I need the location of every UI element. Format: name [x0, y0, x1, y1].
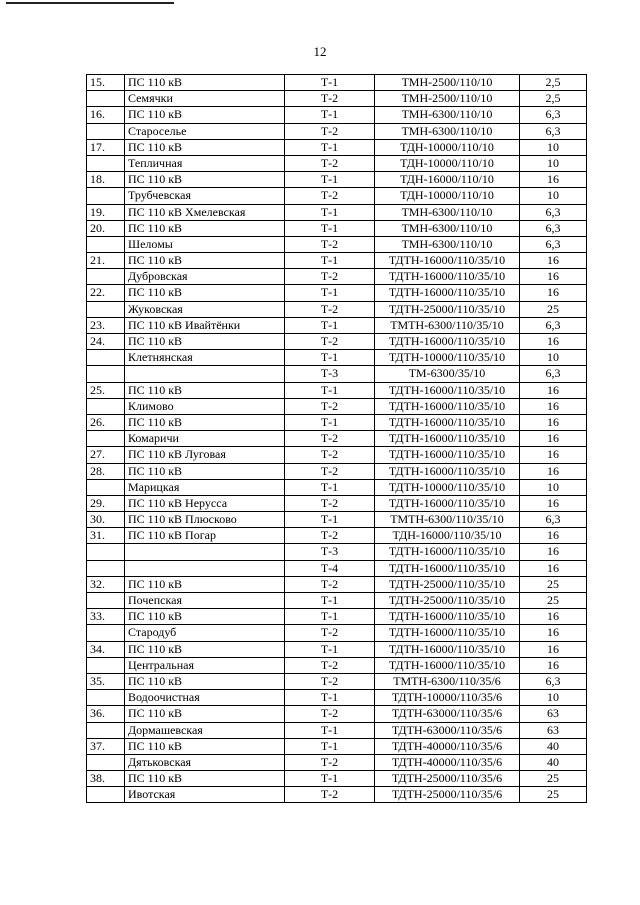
transformer-id-cell: Т-2	[285, 706, 375, 722]
substation-name-cell: ПС 110 кВ	[125, 414, 285, 430]
row-number-cell: 29.	[87, 495, 125, 511]
table-row	[87, 657, 587, 673]
substation-name-cell: Марицкая	[125, 479, 285, 495]
substation-name-cell: ПС 110 кВ	[125, 75, 285, 91]
rated-power-cell: 6,3	[520, 220, 587, 236]
substation-name-cell: ПС 110 кВ	[125, 285, 285, 301]
row-number-cell	[87, 188, 125, 204]
rated-power-cell: 40	[520, 754, 587, 770]
substation-name-cell: ПС 110 кВ Погар	[125, 528, 285, 544]
transformer-type-cell: ТДТН-16000/110/35/10	[375, 560, 520, 576]
table-row	[87, 188, 587, 204]
rated-power-cell: 40	[520, 738, 587, 754]
row-number-cell	[87, 787, 125, 803]
rated-power-cell: 16	[520, 609, 587, 625]
row-number-cell: 36.	[87, 706, 125, 722]
transformer-type-cell: ТДТН-25000/110/35/6	[375, 787, 520, 803]
transformer-type-cell: ТМН-6300/110/10	[375, 107, 520, 123]
transformer-id-cell: Т-2	[285, 528, 375, 544]
table-body	[87, 75, 587, 803]
transformer-id-cell: Т-2	[285, 123, 375, 139]
substation-name-cell	[125, 560, 285, 576]
substation-name-cell: Шеломы	[125, 236, 285, 252]
row-number-cell: 23.	[87, 317, 125, 333]
substation-name-cell: ПС 110 кВ Ивайтёнки	[125, 317, 285, 333]
rated-power-cell: 16	[520, 544, 587, 560]
transformer-type-cell: ТМТН-6300/110/35/10	[375, 317, 520, 333]
table-row	[87, 414, 587, 430]
substation-name-cell: ПС 110 кВ	[125, 139, 285, 155]
transformer-type-cell: ТМН-2500/110/10	[375, 91, 520, 107]
transformer-id-cell: Т-1	[285, 593, 375, 609]
table-row	[87, 398, 587, 414]
table-row	[87, 512, 587, 528]
row-number-cell	[87, 236, 125, 252]
row-number-cell	[87, 269, 125, 285]
transformer-id-cell: Т-2	[285, 787, 375, 803]
table-row	[87, 787, 587, 803]
table-row	[87, 479, 587, 495]
transformer-id-cell: Т-1	[285, 317, 375, 333]
rated-power-cell: 16	[520, 560, 587, 576]
transformer-id-cell: Т-1	[285, 350, 375, 366]
rated-power-cell: 6,3	[520, 107, 587, 123]
rated-power-cell: 10	[520, 155, 587, 171]
substation-name-cell: Водоочистная	[125, 690, 285, 706]
rated-power-cell: 10	[520, 479, 587, 495]
transformer-id-cell: Т-2	[285, 269, 375, 285]
rated-power-cell: 16	[520, 625, 587, 641]
transformer-id-cell: Т-1	[285, 220, 375, 236]
transformer-type-cell: ТМН-6300/110/10	[375, 204, 520, 220]
substation-name-cell: ПС 110 кВ	[125, 172, 285, 188]
row-number-cell	[87, 350, 125, 366]
table-row	[87, 382, 587, 398]
transformer-type-cell: ТМ-6300/35/10	[375, 366, 520, 382]
substation-transformer-table	[86, 74, 587, 803]
table-row	[87, 463, 587, 479]
table-row	[87, 754, 587, 770]
page-number: 12	[313, 44, 327, 59]
rated-power-cell: 6,3	[520, 204, 587, 220]
transformer-type-cell: ТМТН-6300/110/35/6	[375, 673, 520, 689]
rated-power-cell: 6,3	[520, 512, 587, 528]
rated-power-cell: 6,3	[520, 236, 587, 252]
table-row	[87, 107, 587, 123]
transformer-id-cell: Т-2	[285, 576, 375, 592]
top-rule	[6, 2, 174, 4]
row-number-cell: 38.	[87, 771, 125, 787]
transformer-type-cell: ТДТН-63000/110/35/6	[375, 706, 520, 722]
row-number-cell: 25.	[87, 382, 125, 398]
row-number-cell: 32.	[87, 576, 125, 592]
transformer-id-cell: Т-3	[285, 366, 375, 382]
transformer-id-cell: Т-1	[285, 738, 375, 754]
row-number-cell: 19.	[87, 204, 125, 220]
substation-name-cell: ПС 110 кВ	[125, 771, 285, 787]
table-row	[87, 123, 587, 139]
rated-power-cell: 16	[520, 269, 587, 285]
rated-power-cell: 10	[520, 690, 587, 706]
table-row	[87, 641, 587, 657]
transformer-type-cell: ТДТН-63000/110/35/6	[375, 722, 520, 738]
transformer-id-cell: Т-1	[285, 253, 375, 269]
transformer-id-cell: Т-1	[285, 285, 375, 301]
substation-name-cell: Стародуб	[125, 625, 285, 641]
row-number-cell: 21.	[87, 253, 125, 269]
table-row	[87, 544, 587, 560]
substation-name-cell: Семячки	[125, 91, 285, 107]
transformer-id-cell: Т-2	[285, 91, 375, 107]
transformer-type-cell: ТДТН-10000/110/35/10	[375, 350, 520, 366]
rated-power-cell: 16	[520, 334, 587, 350]
substation-name-cell: Клетнянская	[125, 350, 285, 366]
table-row	[87, 706, 587, 722]
table-row	[87, 350, 587, 366]
row-number-cell: 17.	[87, 139, 125, 155]
rated-power-cell: 16	[520, 641, 587, 657]
substation-name-cell: ПС 110 кВ Плюсково	[125, 512, 285, 528]
transformer-type-cell: ТДТН-16000/110/35/10	[375, 544, 520, 560]
transformer-type-cell: ТДТН-16000/110/35/10	[375, 609, 520, 625]
rated-power-cell: 16	[520, 253, 587, 269]
transformer-id-cell: Т-2	[285, 398, 375, 414]
rated-power-cell: 10	[520, 139, 587, 155]
transformer-id-cell: Т-1	[285, 641, 375, 657]
substation-name-cell: ПС 110 кВ	[125, 253, 285, 269]
rated-power-cell: 16	[520, 431, 587, 447]
table-row	[87, 172, 587, 188]
transformer-type-cell: ТДТН-25000/110/35/10	[375, 301, 520, 317]
transformer-id-cell: Т-1	[285, 382, 375, 398]
table-row	[87, 285, 587, 301]
transformer-type-cell: ТДТН-10000/110/35/6	[375, 690, 520, 706]
substation-name-cell: Трубчевская	[125, 188, 285, 204]
row-number-cell	[87, 593, 125, 609]
substation-name-cell: ПС 110 кВ Нерусса	[125, 495, 285, 511]
transformer-id-cell: Т-2	[285, 301, 375, 317]
substation-name-cell: Комаричи	[125, 431, 285, 447]
table-row	[87, 771, 587, 787]
substation-name-cell: ПС 110 кВ	[125, 641, 285, 657]
row-number-cell	[87, 690, 125, 706]
transformer-type-cell: ТДН-16000/110/10	[375, 172, 520, 188]
row-number-cell: 33.	[87, 609, 125, 625]
table-row	[87, 91, 587, 107]
row-number-cell: 28.	[87, 463, 125, 479]
table-row	[87, 722, 587, 738]
transformer-type-cell: ТДН-10000/110/10	[375, 188, 520, 204]
rated-power-cell: 16	[520, 463, 587, 479]
row-number-cell: 24.	[87, 334, 125, 350]
rated-power-cell: 25	[520, 771, 587, 787]
rated-power-cell: 2,5	[520, 75, 587, 91]
substation-name-cell: ПС 110 кВ	[125, 463, 285, 479]
transformer-id-cell: Т-1	[285, 107, 375, 123]
row-number-cell: 30.	[87, 512, 125, 528]
table-row	[87, 625, 587, 641]
substation-name-cell: Дубровская	[125, 269, 285, 285]
substation-name-cell: ПС 110 кВ	[125, 334, 285, 350]
rated-power-cell: 16	[520, 398, 587, 414]
transformer-type-cell: ТДТН-16000/110/35/10	[375, 269, 520, 285]
rated-power-cell: 2,5	[520, 91, 587, 107]
transformer-id-cell: Т-1	[285, 771, 375, 787]
substation-name-cell	[125, 544, 285, 560]
row-number-cell	[87, 754, 125, 770]
transformer-type-cell: ТДТН-40000/110/35/6	[375, 754, 520, 770]
rated-power-cell: 10	[520, 188, 587, 204]
row-number-cell	[87, 479, 125, 495]
table-row	[87, 690, 587, 706]
transformer-id-cell: Т-2	[285, 155, 375, 171]
substation-name-cell: Центральная	[125, 657, 285, 673]
row-number-cell	[87, 544, 125, 560]
transformer-type-cell: ТДТН-16000/110/35/10	[375, 382, 520, 398]
row-number-cell: 31.	[87, 528, 125, 544]
rated-power-cell: 16	[520, 447, 587, 463]
row-number-cell	[87, 722, 125, 738]
substation-name-cell: ПС 110 кВ	[125, 673, 285, 689]
rated-power-cell: 16	[520, 495, 587, 511]
row-number-cell: 18.	[87, 172, 125, 188]
transformer-type-cell: ТДТН-10000/110/35/10	[375, 479, 520, 495]
row-number-cell: 22.	[87, 285, 125, 301]
table-row	[87, 75, 587, 91]
substation-name-cell: Почепская	[125, 593, 285, 609]
transformer-id-cell: Т-1	[285, 512, 375, 528]
transformer-type-cell: ТМН-6300/110/10	[375, 236, 520, 252]
rated-power-cell: 16	[520, 414, 587, 430]
row-number-cell	[87, 625, 125, 641]
substation-name-cell: ПС 110 кВ	[125, 220, 285, 236]
table-row	[87, 560, 587, 576]
substation-name-cell: ПС 110 кВ	[125, 576, 285, 592]
row-number-cell	[87, 155, 125, 171]
substation-name-cell	[125, 366, 285, 382]
substation-name-cell: Тепличная	[125, 155, 285, 171]
rated-power-cell: 16	[520, 285, 587, 301]
substation-name-cell: ПС 110 кВ	[125, 107, 285, 123]
transformer-id-cell: Т-2	[285, 236, 375, 252]
substation-name-cell: Дормашевская	[125, 722, 285, 738]
transformer-id-cell: Т-2	[285, 657, 375, 673]
rated-power-cell: 6,3	[520, 317, 587, 333]
row-number-cell: 27.	[87, 447, 125, 463]
transformer-type-cell: ТДТН-16000/110/35/10	[375, 334, 520, 350]
transformer-type-cell: ТДТН-16000/110/35/10	[375, 495, 520, 511]
rated-power-cell: 63	[520, 706, 587, 722]
transformer-type-cell: ТДТН-25000/110/35/10	[375, 593, 520, 609]
row-number-cell: 35.	[87, 673, 125, 689]
substation-name-cell: ПС 110 кВ Луговая	[125, 447, 285, 463]
rated-power-cell: 16	[520, 172, 587, 188]
substation-name-cell: Жуковская	[125, 301, 285, 317]
transformer-type-cell: ТДН-16000/110/35/10	[375, 528, 520, 544]
table-row	[87, 738, 587, 754]
transformer-id-cell: Т-1	[285, 204, 375, 220]
transformer-id-cell: Т-2	[285, 334, 375, 350]
transformer-type-cell: ТМН-6300/110/10	[375, 123, 520, 139]
transformer-id-cell: Т-2	[285, 447, 375, 463]
transformer-type-cell: ТДТН-16000/110/35/10	[375, 463, 520, 479]
transformer-id-cell: Т-2	[285, 625, 375, 641]
rated-power-cell: 25	[520, 301, 587, 317]
transformer-id-cell: Т-1	[285, 479, 375, 495]
row-number-cell	[87, 91, 125, 107]
substation-name-cell: Дятьковская	[125, 754, 285, 770]
substation-name-cell: Ивотская	[125, 787, 285, 803]
transformer-id-cell: Т-2	[285, 673, 375, 689]
transformer-type-cell: ТДТН-16000/110/35/10	[375, 431, 520, 447]
table-row	[87, 253, 587, 269]
transformer-type-cell: ТДТН-25000/110/35/10	[375, 576, 520, 592]
row-number-cell: 37.	[87, 738, 125, 754]
row-number-cell	[87, 366, 125, 382]
table-row	[87, 334, 587, 350]
table-row	[87, 204, 587, 220]
substation-name-cell: ПС 110 кВ	[125, 382, 285, 398]
rated-power-cell: 6,3	[520, 673, 587, 689]
transformer-type-cell: ТДТН-16000/110/35/10	[375, 447, 520, 463]
table-row	[87, 528, 587, 544]
row-number-cell: 16.	[87, 107, 125, 123]
transformer-type-cell: ТДТН-40000/110/35/6	[375, 738, 520, 754]
table-row	[87, 317, 587, 333]
transformer-type-cell: ТМН-2500/110/10	[375, 75, 520, 91]
transformer-id-cell: Т-2	[285, 754, 375, 770]
substation-name-cell: ПС 110 кВ	[125, 738, 285, 754]
table-row	[87, 366, 587, 382]
table-row	[87, 593, 587, 609]
table-row	[87, 269, 587, 285]
transformer-id-cell: Т-1	[285, 609, 375, 625]
rated-power-cell: 6,3	[520, 366, 587, 382]
transformer-type-cell: ТДН-10000/110/10	[375, 155, 520, 171]
substation-name-cell: ПС 110 кВ Хмелевская	[125, 204, 285, 220]
transformer-type-cell: ТДТН-16000/110/35/10	[375, 641, 520, 657]
transformer-type-cell: ТДТН-16000/110/35/10	[375, 414, 520, 430]
rated-power-cell: 10	[520, 350, 587, 366]
rated-power-cell: 16	[520, 382, 587, 398]
row-number-cell	[87, 398, 125, 414]
transformer-id-cell: Т-2	[285, 495, 375, 511]
row-number-cell	[87, 431, 125, 447]
transformer-type-cell: ТДТН-16000/110/35/10	[375, 253, 520, 269]
table-row	[87, 155, 587, 171]
transformer-type-cell: ТМТН-6300/110/35/10	[375, 512, 520, 528]
rated-power-cell: 6,3	[520, 123, 587, 139]
transformer-type-cell: ТДТН-25000/110/35/6	[375, 771, 520, 787]
transformer-id-cell: Т-1	[285, 139, 375, 155]
transformer-type-cell: ТДТН-16000/110/35/10	[375, 398, 520, 414]
transformer-type-cell: ТМН-6300/110/10	[375, 220, 520, 236]
table-row	[87, 495, 587, 511]
transformer-type-cell: ТДТН-16000/110/35/10	[375, 285, 520, 301]
row-number-cell	[87, 560, 125, 576]
table-row	[87, 431, 587, 447]
transformer-id-cell: Т-3	[285, 544, 375, 560]
transformer-id-cell: Т-4	[285, 560, 375, 576]
substation-name-cell: Климово	[125, 398, 285, 414]
rated-power-cell: 25	[520, 576, 587, 592]
transformer-id-cell: Т-2	[285, 463, 375, 479]
row-number-cell: 15.	[87, 75, 125, 91]
row-number-cell: 34.	[87, 641, 125, 657]
transformer-id-cell: Т-1	[285, 414, 375, 430]
transformer-id-cell: Т-1	[285, 722, 375, 738]
row-number-cell	[87, 657, 125, 673]
rated-power-cell: 63	[520, 722, 587, 738]
row-number-cell: 26.	[87, 414, 125, 430]
row-number-cell	[87, 301, 125, 317]
transformer-id-cell: Т-2	[285, 188, 375, 204]
rated-power-cell: 25	[520, 593, 587, 609]
table-row	[87, 609, 587, 625]
substation-name-cell: ПС 110 кВ	[125, 706, 285, 722]
table-row	[87, 301, 587, 317]
transformer-type-cell: ТДН-10000/110/10	[375, 139, 520, 155]
rated-power-cell: 25	[520, 787, 587, 803]
table-row	[87, 220, 587, 236]
table-row	[87, 447, 587, 463]
row-number-cell	[87, 123, 125, 139]
transformer-id-cell: Т-1	[285, 690, 375, 706]
substation-name-cell: ПС 110 кВ	[125, 609, 285, 625]
table-row	[87, 139, 587, 155]
table-row	[87, 673, 587, 689]
transformer-id-cell: Т-1	[285, 75, 375, 91]
rated-power-cell: 16	[520, 528, 587, 544]
transformer-id-cell: Т-1	[285, 172, 375, 188]
table-row	[87, 576, 587, 592]
substation-name-cell: Староселье	[125, 123, 285, 139]
transformer-type-cell: ТДТН-16000/110/35/10	[375, 657, 520, 673]
rated-power-cell: 16	[520, 657, 587, 673]
row-number-cell: 20.	[87, 220, 125, 236]
table-row	[87, 236, 587, 252]
transformer-id-cell: Т-2	[285, 431, 375, 447]
transformer-type-cell: ТДТН-16000/110/35/10	[375, 625, 520, 641]
